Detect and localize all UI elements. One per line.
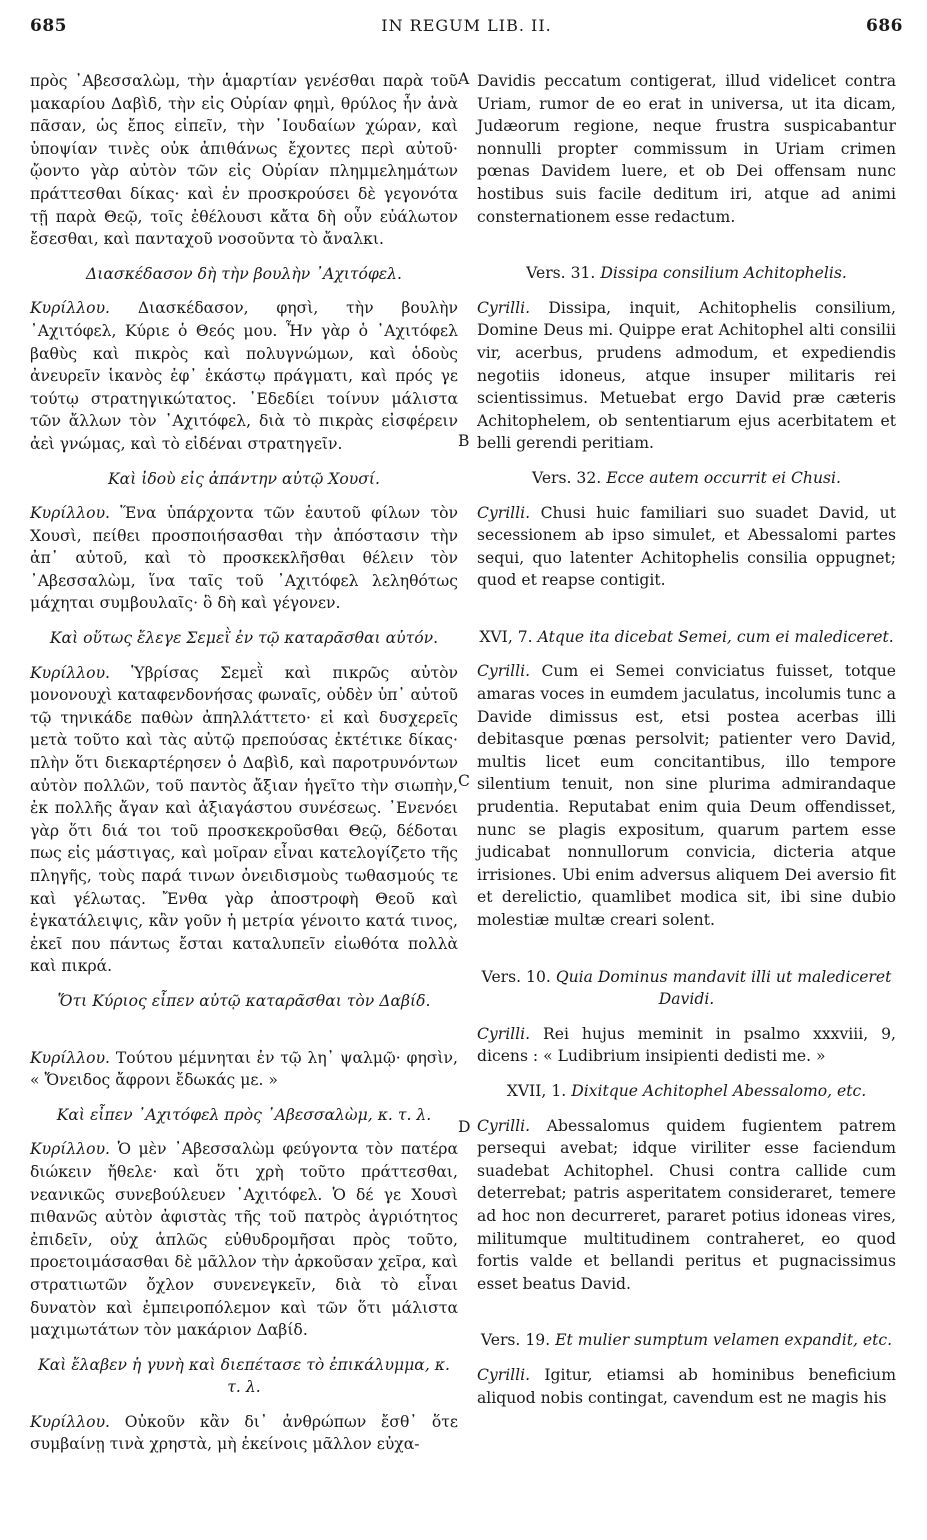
right-page-number: 686 — [866, 16, 903, 36]
latin-verse-heading — [477, 262, 896, 285]
margin-letter-b: B — [458, 432, 470, 450]
verse-reference: Vers. 31. — [526, 264, 596, 283]
latin-commentary: Cyrilli. Cum ei Semei conviciatus fuisset, totque amaras voces in eumdem jaculatus, incolumis tunc a Davide dimissus est, etsi postea acerbas illi debitasque pœnas persolvit; patienter vero David, multis licet eum concitantibus, illo tempore silentium tenuit, non sine plurima admirandaque prudentia. Reputabat enim quia Deum offendisset, nunc se plagis expositum, quarum partem esse judicabat nonnullorum convicia, dicteria atque irrisiones. Ubi enim adversus aliquem Dei aversio fit et derelictio, quamlibet modica sit, ibi sine dubio molestiæ multæ creari solent. — [477, 662, 896, 929]
greek-verse-heading: Διασκέδασον δὴ τὴν βουλὴν ᾿Αχιτόφελ. — [86, 264, 402, 283]
margin-letter-a: A — [458, 70, 470, 88]
greek-verse-heading: Καὶ εἶπεν ᾿Αχιτόφελ πρὸς ᾿Αβεσσαλὼμ, κ. τ. λ. — [56, 1105, 432, 1124]
latin-column — [477, 70, 896, 1409]
verse-text: Atque ita dicebat Semei, cum ei malediceret. — [537, 627, 894, 646]
greek-verse-heading: Καὶ ἰδοὺ εἰς ἀπάντην αὐτῷ Χουσί. — [108, 469, 380, 488]
verse-reference: Vers. 32. — [532, 468, 602, 487]
commentator-label: Κυρίλλου. — [30, 663, 111, 682]
commentator-label: Κυρίλλου. — [30, 504, 111, 523]
commentator-label: Cyrilli. — [477, 1365, 531, 1384]
commentator-label: Κυρίλλου. — [30, 1412, 111, 1431]
margin-letter-d: D — [458, 1118, 471, 1136]
margin-letter-c: C — [458, 772, 470, 790]
greek-commentary: Κυρίλλου. Ὑβρίσας Σεμεῒ καὶ πικρῶς αὐτὸν μονονουχὶ καταφενδονήσας φωναῖς, οὐδὲν ὑπ᾿ αὐτοῦ τῷ τηνικάδε παθὼν ἀπηλλάττετο· εἰ καὶ δυσχερεῖς μετὰ τοῦτο καὶ τὰς αὐτῷ πρεπούσας ἐκτέτικε δίκας· πλὴν ὅτι διεκαρτέρησεν ὁ Δαβὶδ, καὶ παροτρυνόντων αὐτὸν πολλῶν, τοῦ παντὸς ἄξιαν ἡγεῖτο τὴν σιωπὴν, ἐκ πολλῆς ἄγαν καὶ ἀξιαγάστου συνέσεως. ᾿Ενενόει γὰρ ὅτι διά τοι τοῦ προσκεκροῦσθαι Θεῷ, δέδοται πως εἰς μάστιγας, καὶ μοῖραν εἶναι κατελογίζετο τῆς πληγῆς, τοὺς παρά τινων ὀνειδισμοὺς τωθασμούς τε καὶ γέλωτας. Ἔνθα γὰρ ἀποστροφὴ Θεοῦ καὶ ἐγκατάλειψις, κἂν γοῦν ἡ μετρία γένοιτο κατά τινος, ἐκεῖ που πάντως ἔσται καταλυπεῖν εἰωθότα πολλὰ καὶ πικρά. — [30, 663, 458, 976]
commentator-label: Cyrilli. — [477, 503, 531, 522]
greek-commentary: Κυρίλλου. Οὐκοῦν κἂν δι᾿ ἀνθρώπων ἔσθ᾿ ὅτε συμβαίνῃ τινὰ χρηστὰ, μὴ ἐκείνοις μᾶλλον εὐχα- — [30, 1412, 458, 1454]
left-page-number: 685 — [30, 16, 67, 36]
verse-reference: Vers. 10. — [481, 967, 551, 986]
latin-commentary: Cyrilli. Dissipa, inquit, Achitophelis consilium, Domine Deus mi. Quippe erat Achitophel alti consilii vir, acerbus, prudens admodum, et expediendis negotiis idoneus, atque insuper militaris rei scientissimus. Metuebat ergo David præ cæteris Achitophelem, ob sententiarum ejus acerbitatem et belli gerendi peritiam. — [477, 298, 896, 453]
greek-verse-heading: Ὅτι Κύριος εἶπεν αὐτῷ καταρᾶσθαι τὸν Δαβίδ. — [57, 991, 431, 1010]
latin-verse-heading — [477, 1329, 896, 1352]
commentator-label: Cyrilli. — [477, 298, 531, 317]
greek-commentary: Κυρίλλου. Διασκέδασον, φησὶ, τὴν βουλὴν ᾿Αχιτόφελ, Κύριε ὁ Θεός μου. Ἦν γὰρ ὁ ᾿Αχιτόφελ βαθὺς καὶ πικρὸς καὶ πολυγνώμων, καὶ ὁδοὺς ἀνευρεῖν ἱκανὸς ἐφ᾿ ἑκάστῳ πράγματι, καὶ πρός γε τούτῳ στρατηγικώτατος. ᾿Εδεδίει τοίνυν μάλιστα τῶν ἄλλων τὸν ᾿Αχιτόφελ, διὰ τὸ πικρὰς εἰσφέρειν ἀεὶ γνώμας, καὶ τὸ εἰδέναι στρατηγεῖν. — [30, 299, 458, 453]
verse-text: Dissipa consilium Achitophelis. — [600, 264, 847, 283]
verse-reference: XVI, 7. — [479, 627, 533, 646]
verse-text: Dixitque Achitophel Abessalomo, etc. — [571, 1081, 867, 1100]
latin-commentary: Cyrilli. Chusi huic familiari suo suadet David, ut secessionem ab ipso simulet, et Abessalomi partes sequi, quo latenter Achitophelis consilia oppugnet; quod et reapse contigit. — [477, 503, 896, 590]
latin-commentary: Cyrilli. Abessalomus quidem fugientem patrem persequi avebat; idque viriliter esse faciendum suadebat Achitophel. Chusi contra callide cum deterrebat; patris asperitatem consideraret, temere ad hoc non decurreret, pararet potius idoneas vires, militumque multitudinem contraheret, eo quod fortis valde et bellandi peritus et pugnacissimus esset beatus David. — [477, 1116, 896, 1293]
running-title: IN REGUM LIB. II. — [381, 16, 552, 35]
greek-paragraph: πρὸς ᾿Αβεσσαλὼμ, τὴν ἁμαρτίαν γενέσθαι παρὰ τοῦ μακαρίου Δαβὶδ, τὴν εἰς Οὐρίαν φημὶ, θρύλος ἦν ἀνὰ πᾶσαν, ὡς ἔπος εἰπεῖν, τὴν ᾿Ιουδαίων χώραν, καὶ ὑποψίαν τινὲς οὐκ ἀπιθάνως ἔχοντες περὶ αὐτοῦ· ᾤοντο γὰρ αὐτὸν τῶν εἰς Οὐρίαν πλημμελημάτων πράττεσθαι δίκας· καὶ ἐν προσκρούσει δὲ γεγονότα τῇ παρὰ Θεῷ, τοῖς ἐθέλουσι κἄτα δὴ οὖν εὐάλωτον ἔσεσθαι, καὶ πανταχοῦ νοσοῦντα τὸ ἄναλκι. — [30, 72, 458, 249]
latin-commentary: Cyrilli. Igitur, etiamsi ab hominibus beneficium aliquod nobis contingat, cavendum est ne magis his — [477, 1365, 896, 1407]
greek-commentary: Κυρίλλου. Τούτου μέμνηται ἐν τῷ λη᾿ ψαλμῷ· φησὶν, « Ὄνειδος ἄφρονι ἔδωκάς με. » — [30, 1048, 458, 1090]
verse-reference: Vers. 19. — [480, 1331, 551, 1350]
commentator-label: Κυρίλλου. — [30, 1140, 111, 1159]
latin-verse-heading — [477, 626, 896, 649]
latin-commentary: Cyrilli. Rei hujus meminit in psalmo xxxviii, 9, dicens : « Ludibrium insipienti dedisti me. » — [477, 1024, 896, 1066]
commentator-label: Cyrilli. — [477, 662, 531, 681]
verse-text: Quia Dominus mandavit illi ut malediceret Davidi. — [555, 967, 892, 1009]
verse-text: Et mulier sumptum velamen expandit, etc. — [555, 1331, 893, 1350]
greek-verse-heading: Καὶ ἔλαβεν ἡ γυνὴ καὶ διεπέτασε τὸ ἐπικάλυμμα, κ. τ. λ. — [38, 1355, 450, 1397]
commentator-label: Κυρίλλου. — [30, 1048, 111, 1067]
commentator-label: Cyrilli. — [477, 1116, 531, 1135]
verse-text: Ecce autem occurrit ei Chusi. — [606, 468, 841, 487]
commentator-label: Cyrilli. — [477, 1024, 531, 1043]
latin-paragraph: Davidis peccatum contigerat, illud videlicet contra Uriam, rumor de eo erat in universa, ut ita dicam, Judæorum regione, neque frustra suspicabantur nonnulli propter commissum in Uriam crimen pœnas Davidem luere, et ob Dei offensam nunc hostibus suis facile deditum iri, atque ad animi consternationem esse redactum. — [477, 72, 896, 226]
latin-verse-heading — [477, 966, 896, 1011]
commentator-label: Κυρίλλου. — [30, 299, 111, 318]
greek-commentary: Κυρίλλου. Ἕνα ὑπάρχοντα τῶν ἑαυτοῦ φίλων τὸν Χουσὶ, πείθει προσποιήσασθαι τὴν ἀπόστασιν τὴν ἀπ᾿ αὐτοῦ, καὶ τὸ προσκεκλῆσθαι θέλειν τὸν ᾿Αβεσσαλὼμ, ἵνα ταῖς τοῦ ᾿Αχιτόφελ λεληθότως μάχηται συμβουλαῖς· ὃ δὴ καὶ γέγονεν. — [30, 504, 458, 613]
running-header — [30, 8, 903, 48]
greek-column — [30, 70, 458, 1456]
verse-reference: XVII, 1. — [506, 1081, 567, 1100]
latin-verse-heading — [477, 1080, 896, 1103]
latin-verse-heading — [477, 467, 896, 490]
greek-commentary: Κυρίλλου. Ὁ μὲν ᾿Αβεσσαλὼμ φεύγοντα τὸν πατέρα διώκειν ἤθελε· καὶ ὅτι χρὴ τοῦτο πράττεσθαι, νεανικῶς συνεβούλευεν ᾿Αχιτόφελ. Ὁ δέ γε Χουσὶ πιθανῶς αὐτὸν ἀφιστὰς τῆς τοῦ πατρὸς ἀγριότητος ἐπιδεῖν, οὐχ ἁπλῶς εὐθυδρομῆσαι πρὸς τοῦτο, προετοιμάσασθαι δὲ μᾶλλον τὴν ἀρκοῦσαν χεῖρα, καὶ στρατιωτῶν ὄχλον συνενεγκεῖν, διὰ τὸ εἶναι δυνατὸν καὶ ἐμπειροπόλεμον καὶ τῶν ὅτι μάλιστα μαχιμωτάτων τὸν μακάριον Δαβίδ. — [30, 1140, 458, 1340]
greek-verse-heading: Καὶ οὕτως ἔλεγε Σεμεῒ ἐν τῷ καταρᾶσθαι αὐτόν. — [49, 629, 439, 648]
